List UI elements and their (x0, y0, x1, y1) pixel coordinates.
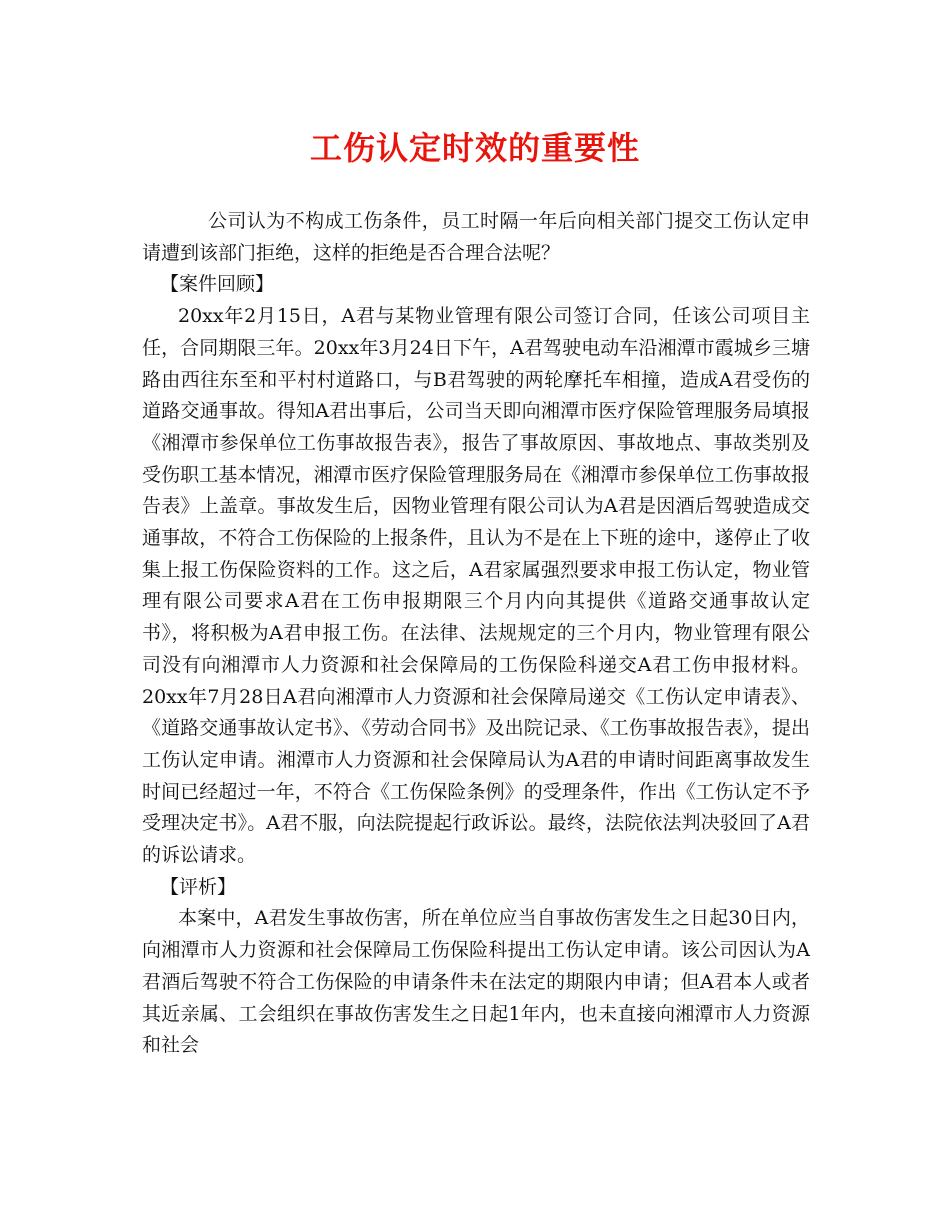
case-review-heading: 【案件回顾】 (160, 273, 275, 296)
document-body (142, 206, 810, 1062)
analysis-heading: 【评析】 (160, 875, 237, 898)
case-review-paragraph: 20xx年2月15日，A君与某物业管理有限公司签订合同，任该公司项目主任，合同期限三年。20xx年3月24日下午，A君驾驶电动车沿湘潭市霞城乡三塘路由西往东至和平村村道路口，与B君驾驶的两轮摩托车相撞，造成A君受伤的道路交通事故。得知A君出事后，公司当天即向湘潭市医疗保险管理服务局填报《湘潭市参保单位工伤事故报告表》，报告了事故原因、事故地点、事故类别及受伤职工基本情况，湘潭市医疗保险管理服务局在《湘潭市参保单位工伤事故报告表》上盖章。事故发生后，因物业管理有限公司认为A君是因酒后驾驶造成交通事故，不符合工伤保险的上报条件，且认为不是在上下班的途中，遂停止了收集上报工伤保险资料的工作。这之后，A君家属强烈要求申报工伤认定，物业管理有限公司要求A君在工伤申报期限三个月内向其提供《道路交通事故认定书》，将积极为A君申报工伤。在法律、法规规定的三个月内，物业管理有限公司没有向湘潭市人力资源和社会保障局的工伤保险科递交A君工伤申报材料。20xx年7月28日A君向湘潭市人力资源和社会保障局递交《工伤认定申请表》、《道路交通事故认定书》、《劳动合同书》及出院记录、《工伤事故报告表》，提出工伤认定申请。湘潭市人力资源和社会保障局认为A君的申请时间距离事故发生时间已经超过一年，不符合《工伤保险条例》的受理条件，作出《工伤认定不予受理决定书》。A君不服，向法院提起行政诉讼。最终，法院依法判决驳回了A君的诉讼请求。 (142, 305, 810, 867)
analysis-paragraph: 本案中，A君发生事故伤害，所在单位应当自事故伤害发生之日起30日内，向湘潭市人力资源和社会保障局工伤保险科提出工伤认定申请。该公司因认为A君酒后驾驶不符合工伤保险的申请条件未在法定的期限内申请；但A君本人或者其近亲属、工会组织在事故伤害发生之日起1年内，也未直接向湘潭市人力资源和社会 (142, 907, 810, 1057)
document-title: 工伤认定时效的重要性 (309, 129, 640, 167)
intro-paragraph: 公司认为不构成工伤条件，员工时隔一年后向相关部门提交工伤认定申请遭到该部门拒绝，这样的拒绝是否合理合法呢？ (142, 210, 810, 264)
